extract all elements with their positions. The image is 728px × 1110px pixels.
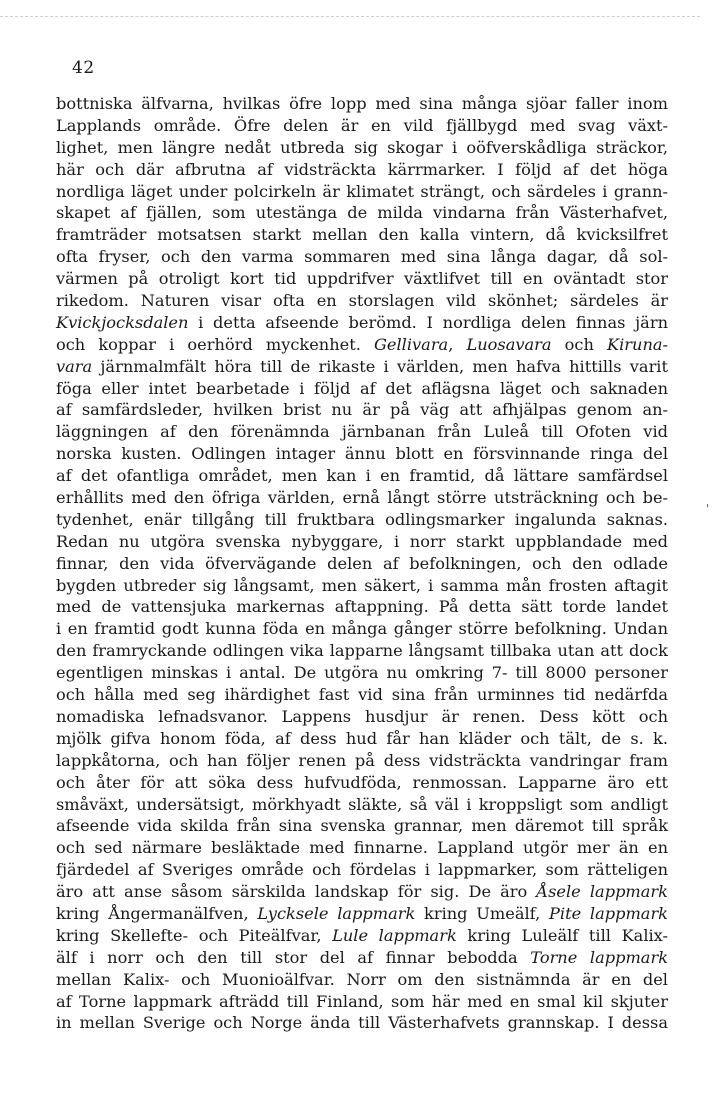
text-line — [56, 684, 668, 706]
text-line — [56, 925, 668, 947]
text-line — [56, 421, 668, 443]
text-run: med de vattensjuka markernas aftappning. På detta sätt torde landet — [56, 597, 668, 617]
text-line — [56, 334, 668, 356]
text-line — [56, 794, 668, 816]
text-line — [56, 159, 668, 181]
text-line — [56, 202, 668, 224]
text-run: och — [551, 334, 608, 354]
text-line — [56, 531, 668, 553]
italic-term: Luosavara — [466, 334, 552, 354]
text-line — [56, 618, 668, 640]
text-line — [56, 399, 668, 421]
text-run: mellan Kalix- och Muonioälfvar. Norr om den sistnämnda är en del — [56, 969, 668, 989]
italic-term: Gellivara — [373, 334, 449, 354]
text-run: läggningen af den förenämnda järnbanan från Luleå till Ofoten vid — [56, 422, 668, 442]
text-line — [56, 1012, 668, 1034]
text-run: fjärdedel af Sveriges område och fördelas i lappmarker, som rätteligen — [56, 860, 668, 880]
text-run: Redan nu utgöra svenska nybyggare, i norr starkt uppblandade med — [56, 531, 668, 551]
text-run: egentligen minskas i antal. De utgöra nu omkring 7- till 8000 personer — [56, 663, 668, 683]
text-run: och åter för att söka dess hufvudföda, renmossan. Lapparne äro ett — [56, 772, 668, 792]
text-run: nordliga läget under polcirkeln är klimatet strängt, och särdeles i grann- — [56, 181, 668, 201]
italic-term: Pite lappmark — [549, 903, 668, 923]
text-run: älf i norr och den till stor del af finnar bebodda — [56, 947, 531, 967]
text-run: kring Skellefte- och Piteälfvar, — [56, 925, 333, 945]
text-line — [56, 772, 668, 794]
text-run: småväxt, undersätsigt, mörkhyadt släkte, så väl i kroppsligt som andligt — [56, 794, 668, 814]
text-run: af det ofantliga området, men kan i en framtid, då lättare samfärdsel — [56, 466, 668, 486]
text-run: mjölk gifva honom föda, af dess hud får han kläder och tält, de s. k. — [56, 728, 668, 748]
text-run: finnar, den vida öfvervägande delen af befolkningen, och den odlade — [56, 553, 668, 573]
text-run: nomadiska lefnadsvanor. Lappens husdjur är renen. Dess kött och — [56, 706, 668, 726]
italic-term: Kvickjocksdalen — [56, 312, 189, 332]
italic-term: Åsele lappmark — [536, 882, 668, 902]
text-run: norska kusten. Odlingen intager ännu blott en försvinnande ringa del — [56, 444, 668, 464]
text-run: af Torne lappmark afträdd till Finland, som här med en smal kil skjuter — [56, 991, 668, 1011]
text-line — [56, 509, 668, 531]
text-run: bottniska älfvarna, hvilkas öfre lopp med sina många sjöar faller inom — [56, 94, 668, 113]
text-line — [56, 465, 668, 487]
text-run: , — [448, 334, 467, 354]
text-line — [56, 137, 668, 159]
text-line — [56, 728, 668, 750]
text-line — [56, 268, 668, 290]
italic-term: vara — [56, 356, 93, 376]
page-number: 42 — [72, 58, 95, 78]
text-run: in mellan Sverige och Norge ända till Västerhafvets grannskap. I dessa — [56, 1013, 668, 1033]
text-run: af samfärdsleder, hvilken brist nu är på väg att afhjälpas genom an- — [56, 400, 668, 420]
italic-term: Lycksele lappmark — [257, 903, 416, 923]
text-run: kring Luleälf till Kalix- — [456, 925, 668, 945]
text-run: här och där afbrutna af vidsträckta kärrmarker. I följd af det höga — [56, 159, 668, 179]
text-run: afseende vida skilda från sina svenska grannar, men däremot till språk — [56, 816, 668, 836]
text-run: äro att anse såsom särskilda landskap för sig. De äro — [56, 882, 537, 902]
text-run: och sed närmare besläktade med finnarne. Lappland utgör mer än en — [56, 838, 668, 858]
text-line — [56, 903, 668, 925]
text-line — [56, 443, 668, 465]
text-line — [56, 378, 668, 400]
text-run: kring Ångermanälfven, — [56, 903, 258, 923]
text-line — [56, 596, 668, 618]
margin-mark: ' — [706, 502, 710, 516]
text-line — [56, 837, 668, 859]
italic-term: Torne lappmark — [530, 947, 668, 967]
text-line — [56, 290, 668, 312]
text-line — [56, 575, 668, 597]
text-run: och hålla med seg ihärdighet fast vid sina från urminnes tid nedärfda — [56, 685, 668, 705]
text-run: värmen på otroligt kort tid uppdrifver växtlifvet till en oväntadt stor — [56, 269, 668, 289]
text-line — [56, 553, 668, 575]
body-text — [56, 93, 668, 1034]
top-edge-rule — [0, 16, 700, 17]
text-line — [56, 815, 668, 837]
text-run: ofta fryser, och den varma sommaren med sina långa dagar, då sol- — [56, 247, 668, 267]
italic-term: Lule lappmark — [332, 925, 457, 945]
text-run: tydenhet, enär tillgång till fruktbara odlingsmarker ingalunda saknas. — [56, 509, 668, 529]
text-line — [56, 181, 668, 203]
text-run: järnmalmfält höra till de rikaste i världen, men hafva hittills varit — [92, 356, 668, 376]
text-line — [56, 947, 668, 969]
text-line — [56, 881, 668, 903]
text-run: och koppar i oerhörd myckenhet. — [56, 334, 374, 354]
text-run: lappkåtorna, och han följer renen på dess vidsträckta vandringar fram — [56, 750, 668, 770]
text-line — [56, 93, 668, 115]
text-line — [56, 115, 668, 137]
text-run: skapet af fjällen, som utestänga de milda vindarna från Västerhafvet, — [56, 203, 668, 223]
text-run: bygden utbreder sig långsamt, men säkert, i samma mån frosten aftagit — [56, 575, 668, 595]
text-line — [56, 706, 668, 728]
text-line — [56, 969, 668, 991]
text-line — [56, 224, 668, 246]
text-run: framträder motsatsen starkt mellan den kalla vintern, då kvicksilfret — [56, 225, 668, 245]
text-line — [56, 750, 668, 772]
text-run: lighet, men längre nedåt utbreda sig skogar i oöfverskådliga sträckor, — [56, 137, 668, 157]
text-run: den framryckande odlingen vika lapparne långsamt tillbaka utan att dock — [56, 641, 668, 661]
text-run: rikedom. Naturen visar ofta en storslagen vild skönhet; särdeles är — [56, 291, 668, 311]
text-line — [56, 246, 668, 268]
text-line — [56, 640, 668, 662]
text-run: erhållits med den öfriga världen, ernå långt större utsträckning och be- — [56, 488, 668, 508]
text-run: Lapplands område. Öfre delen är en vild fjällbygd med svag växt- — [56, 115, 668, 135]
text-run: kring Umeälf, — [415, 903, 549, 923]
text-run: föga eller intet bearbetade i följd af det aflägsna läget och saknaden — [56, 378, 668, 398]
text-run: i detta afseende berömd. I nordliga delen finnas järn — [188, 312, 668, 332]
text-line — [56, 487, 668, 509]
text-line — [56, 859, 668, 881]
italic-term: Kiruna- — [607, 334, 668, 354]
text-line — [56, 356, 668, 378]
text-line — [56, 991, 668, 1013]
text-line — [56, 312, 668, 334]
text-run: i en framtid godt kunna föda en många gånger större befolkning. Undan — [56, 619, 668, 639]
text-line — [56, 662, 668, 684]
